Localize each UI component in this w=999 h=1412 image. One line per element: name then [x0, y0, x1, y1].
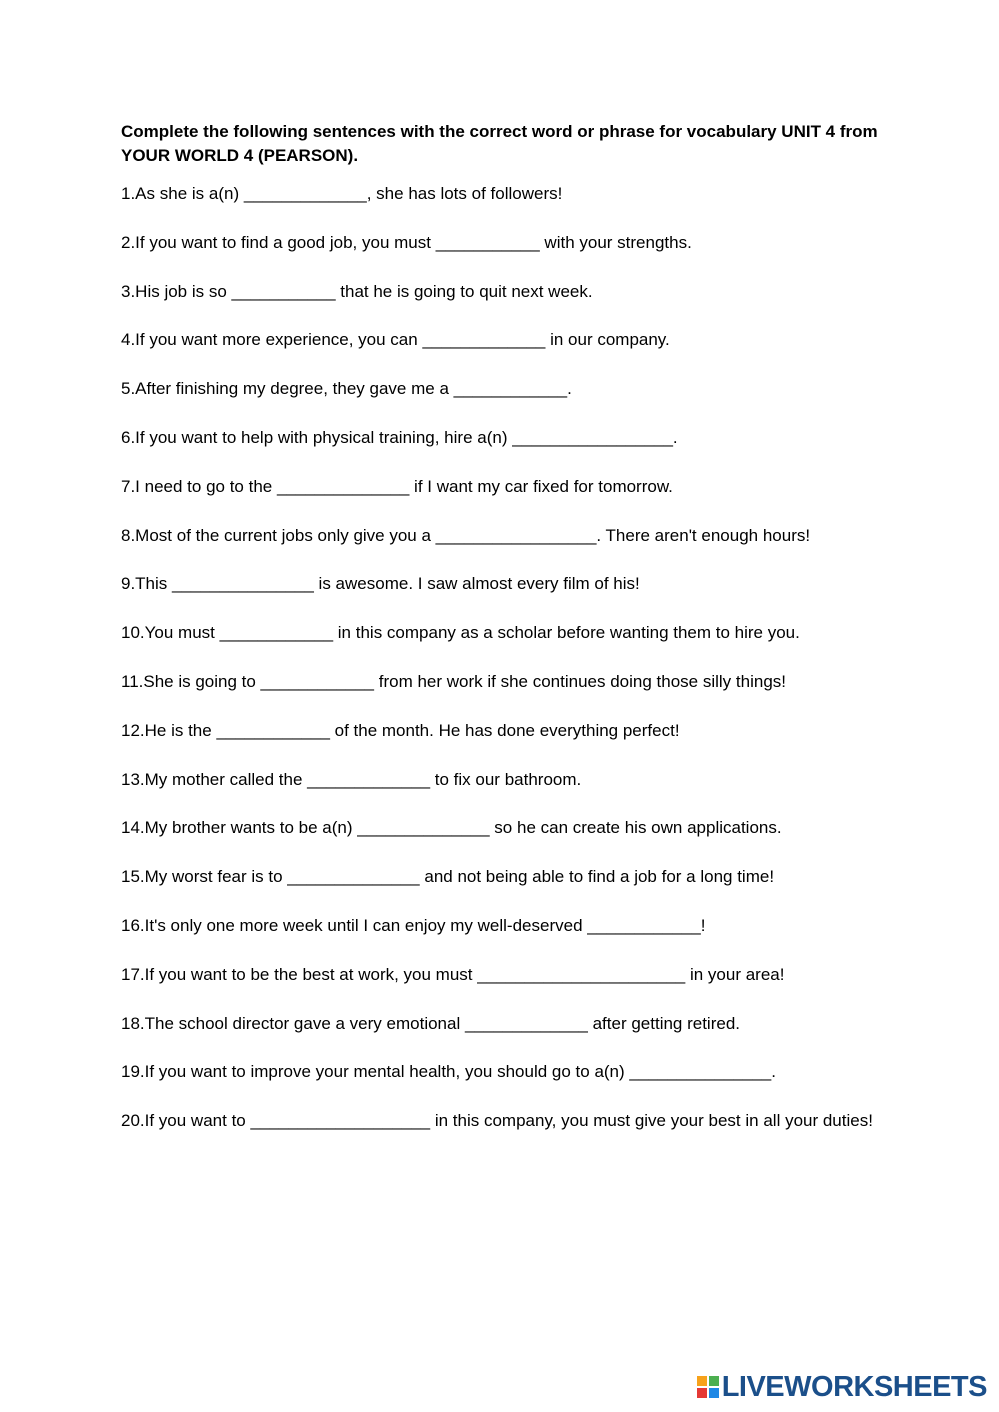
- sentence-13: 13.My mother called the _____________ to fix our bathroom.: [121, 769, 582, 789]
- sentence-1: 1.As she is a(n) _____________, she has lots of followers!: [121, 184, 563, 203]
- sentence-5: 5.After finishing my degree, they gave me a ____________.: [121, 379, 572, 399]
- sentence-17: 17.If you want to be the best at work, you must ______________________ in your area!: [121, 964, 785, 984]
- sentence-16: 16.It's only one more week until I can enjoy my well-deserved ____________!: [121, 915, 706, 935]
- sentence-9: 9.This _______________ is awesome. I saw almost every film of his!: [121, 574, 640, 594]
- sentence-3: 3.His job is so ___________ that he is going to quit next week.: [121, 281, 593, 301]
- sentence-7: 7.I need to go to the ______________ if I want my car fixed for tomorrow.: [121, 476, 673, 496]
- sentence-list: [121, 182, 891, 1133]
- sentence-20: 20.If you want to ___________________ in this company, you must give your best in all your duties!: [121, 1111, 873, 1131]
- sentence-4: 4.If you want more experience, you can _____________ in our company.: [121, 330, 670, 350]
- liveworksheets-logo-text: LIVEWORKSHEETS: [721, 1370, 987, 1403]
- liveworksheets-logo-mark-icon: [697, 1376, 719, 1398]
- sentence-19: 19.If you want to improve your mental health, you should go to a(n) _______________.: [121, 1062, 776, 1082]
- sentence-14: 14.My brother wants to be a(n) ______________ so he can create his own applications.: [121, 818, 782, 838]
- sentence-2: 2.If you want to find a good job, you must ___________ with your strengths.: [121, 232, 692, 252]
- worksheet: [121, 120, 891, 1158]
- sentence-18: 18.The school director gave a very emotional _____________ after getting retired.: [121, 1013, 741, 1033]
- instructions: Complete the following sentences with the correct word or phrase for vocabulary UNIT 4 from YOUR WORLD 4 (PEARSON).: [121, 122, 878, 165]
- sentence-8: 8.Most of the current jobs only give you a _________________. There aren't enough hours!: [121, 525, 811, 545]
- sentence-11: 11.She is going to ____________ from her work if she continues doing those silly things!: [121, 671, 786, 691]
- sentence-12: 12.He is the ____________ of the month. He has done everything perfect!: [121, 720, 680, 740]
- liveworksheets-logo: [697, 1372, 987, 1402]
- sentence-10: 10.You must ____________ in this company as a scholar before wanting them to hire you.: [121, 623, 800, 643]
- sentence-6: 6.If you want to help with physical training, hire a(n) _________________.: [121, 427, 678, 447]
- sentence-15: 15.My worst fear is to ______________ and not being able to find a job for a long time!: [121, 867, 775, 887]
